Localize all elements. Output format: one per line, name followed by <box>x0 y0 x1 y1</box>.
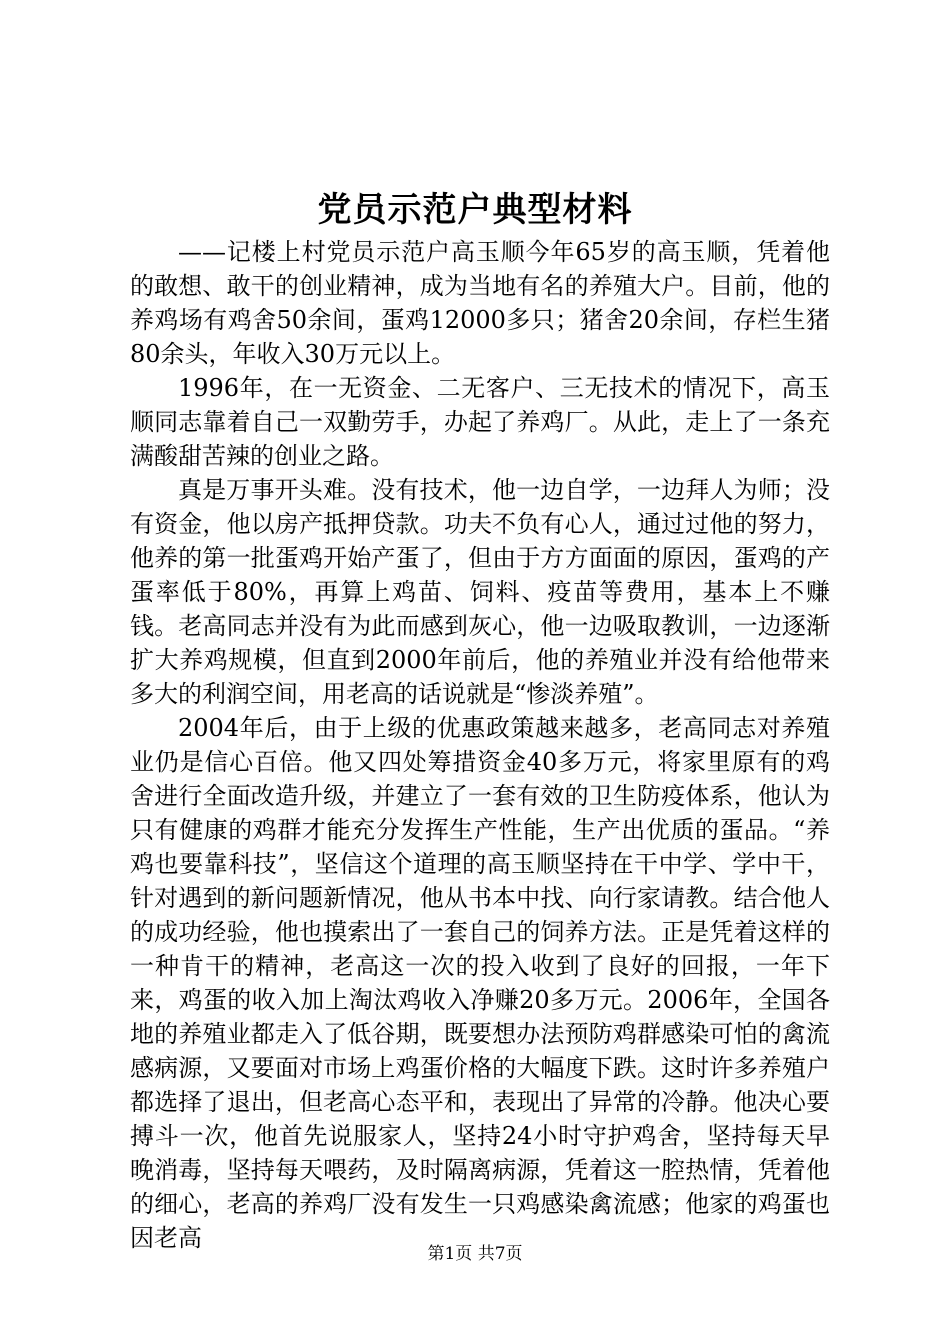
paragraph: 2004年后，由于上级的优惠政策越来越多，老高同志对养殖业仍是信心百倍。他又四处筹措资金40多万元，将家里原有的鸡舍进行全面改造升级，并建立了一套有效的卫生防疫体系，他认为只有健康的鸡群才能充分发挥生产性能，生产出优质的蛋品。“养鸡也要靠科技”，坚信这个道理的高玉顺坚持在干中学、学中干，针对遇到的新问题新情况，他从书本中找、向行家请教。结合他人的成功经验，他也摸索出了一套自己的饲养方法。正是凭着这样的一种肯干的精神，老高这一次的投入收到了良好的回报，一年下来，鸡蛋的收入加上淘汰鸡收入净赚20多万元。2006年，全国各地的养殖业都走入了低谷期，既要想办法预防鸡群感染可怕的禽流感病源，又要面对市场上鸡蛋价格的大幅度下跌。这时许多养殖户都选择了退出，但老高心态平和，表现出了异常的冷静。他决心要搏斗一次，他首先说服家人，坚持24小时守护鸡舍，坚持每天早晚消毒，坚持每天喂药，及时隔离病源，凭着这一腔热情，凭着他的细心，老高的养鸡厂没有发生一只鸡感染禽流感；他家的鸡蛋也因老高 <box>130 714 830 1252</box>
document-title: 党员示范户典型材料 <box>317 190 633 230</box>
paragraph: ——记楼上村党员示范户高玉顺今年65岁的高玉顺，凭着他的敢想、敢干的创业精神，成为当地有名的养殖大户。目前，他的养鸡场有鸡舍50余间，蛋鸡12000多只；猪舍20余间，存栏生猪80余头，年收入30万元以上。 <box>130 238 830 368</box>
document-body <box>130 235 830 1255</box>
page-number-footer: 第1页 共7页 <box>427 1244 523 1264</box>
paragraph: 真是万事开头难。没有技术，他一边自学，一边拜人为师；没有资金，他以房产抵押贷款。功夫不负有心人，通过过他的努力，他养的第一批蛋鸡开始产蛋了，但由于方方面面的原因，蛋鸡的产蛋率低于80%，再算上鸡苗、饲料、疫苗等费用，基本上不赚钱。老高同志并没有为此而感到灰心，他一边吸取教训，一边逐渐扩大养鸡规模，但直到2000年前后，他的养殖业并没有给他带来多大的利润空间，用老高的话说就是“惨淡养殖”。 <box>130 476 830 708</box>
paragraph: 1996年，在一无资金、二无客户、三无技术的情况下，高玉顺同志靠着自己一双勤劳手，办起了养鸡厂。从此，走上了一条充满酸甜苦辣的创业之路。 <box>130 374 830 470</box>
